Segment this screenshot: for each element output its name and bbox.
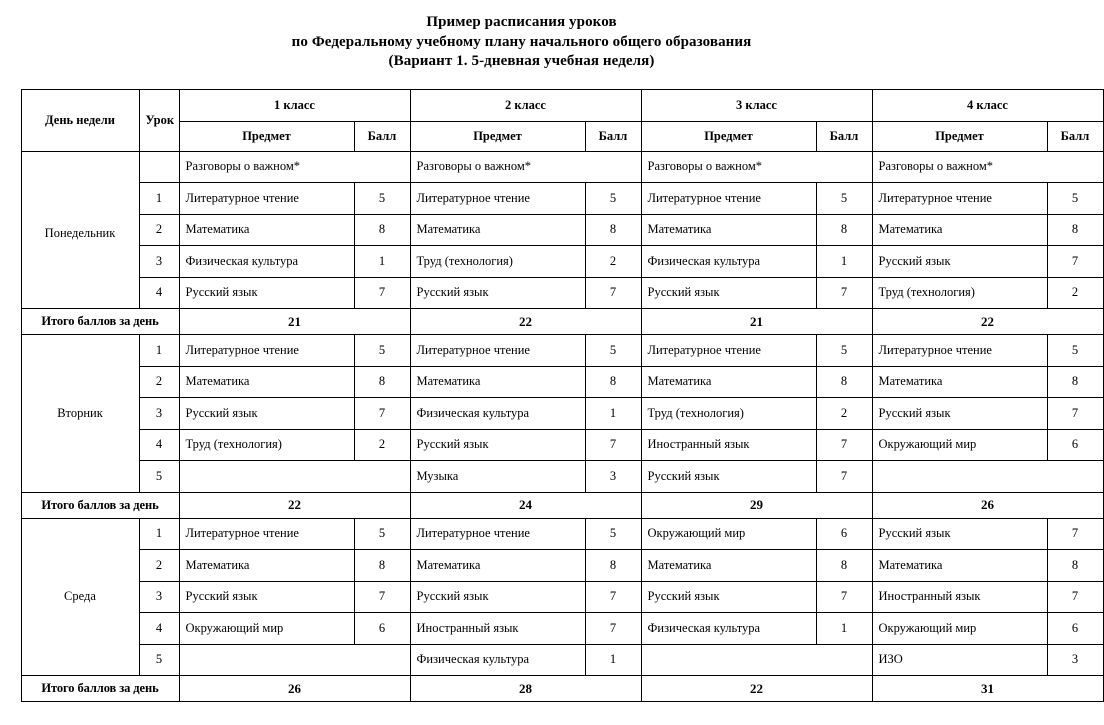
daily-total-value: 21 <box>179 309 410 335</box>
score-cell: 8 <box>585 550 641 582</box>
daily-total-value: 21 <box>641 309 872 335</box>
score-cell: 7 <box>1047 246 1103 278</box>
talks-about-important-cell: Разговоры о важном* <box>872 151 1103 183</box>
table-row <box>21 581 1103 613</box>
subject-cell: Физическая культура <box>179 246 354 278</box>
subject-cell: Литературное чтение <box>410 183 585 215</box>
subject-cell: Русский язык <box>872 398 1047 430</box>
talks-about-important-cell: Разговоры о важном* <box>179 151 410 183</box>
header-row-subject-score <box>21 121 1103 151</box>
subject-cell: Литературное чтение <box>410 518 585 550</box>
score-cell: 6 <box>816 518 872 550</box>
score-cell: 5 <box>354 183 410 215</box>
score-cell: 6 <box>354 613 410 645</box>
daily-total-value: 24 <box>410 492 641 518</box>
score-cell: 1 <box>354 246 410 278</box>
talks-about-important-cell: Разговоры о важном* <box>641 151 872 183</box>
daily-totals-row <box>21 492 1103 518</box>
subject-cell: Математика <box>179 550 354 582</box>
subject-cell: Окружающий мир <box>179 613 354 645</box>
table-header <box>21 89 1103 151</box>
score-cell: 2 <box>816 398 872 430</box>
lesson-number-cell: 4 <box>139 613 179 645</box>
empty-lesson-cell <box>641 644 872 676</box>
score-cell: 5 <box>354 335 410 367</box>
table-row <box>21 398 1103 430</box>
score-cell: 8 <box>585 214 641 246</box>
subject-cell: Труд (технология) <box>179 429 354 461</box>
table-row <box>21 461 1103 493</box>
subject-cell: Математика <box>179 366 354 398</box>
score-cell: 5 <box>1047 183 1103 215</box>
lesson-number-cell: 1 <box>139 335 179 367</box>
subject-cell: Иностранный язык <box>872 581 1047 613</box>
subject-cell: Литературное чтение <box>179 183 354 215</box>
score-cell: 7 <box>1047 398 1103 430</box>
subject-cell: ИЗО <box>872 644 1047 676</box>
lesson-number-cell <box>139 151 179 183</box>
table-row <box>21 246 1103 278</box>
score-cell: 8 <box>1047 550 1103 582</box>
subject-cell: Математика <box>179 214 354 246</box>
table-row <box>21 183 1103 215</box>
score-cell: 8 <box>816 366 872 398</box>
daily-total-value: 22 <box>872 309 1103 335</box>
column-header-lesson: Урок <box>139 89 179 151</box>
score-cell: 7 <box>585 429 641 461</box>
subject-cell: Окружающий мир <box>872 613 1047 645</box>
score-cell: 1 <box>816 613 872 645</box>
column-header-score-1: Балл <box>354 121 410 151</box>
column-header-score-4: Балл <box>1047 121 1103 151</box>
subject-cell: Русский язык <box>410 429 585 461</box>
subject-cell: Труд (технология) <box>641 398 816 430</box>
daily-total-value: 31 <box>872 676 1103 702</box>
subject-cell: Математика <box>410 366 585 398</box>
subject-cell: Труд (технология) <box>872 277 1047 309</box>
day-name-cell: Вторник <box>21 335 139 493</box>
lesson-number-cell: 4 <box>139 429 179 461</box>
column-header-class-1: 1 класс <box>179 89 410 121</box>
lesson-number-cell: 2 <box>139 550 179 582</box>
column-header-day: День недели <box>21 89 139 151</box>
subject-cell: Физическая культура <box>410 644 585 676</box>
score-cell: 1 <box>585 644 641 676</box>
lesson-number-cell: 3 <box>139 398 179 430</box>
score-cell: 7 <box>1047 581 1103 613</box>
empty-lesson-cell <box>872 461 1103 493</box>
lesson-number-cell: 5 <box>139 644 179 676</box>
score-cell: 5 <box>585 183 641 215</box>
lesson-number-cell: 3 <box>139 246 179 278</box>
daily-totals-label: Итого баллов за день <box>21 492 179 518</box>
lesson-number-cell: 5 <box>139 461 179 493</box>
daily-total-value: 28 <box>410 676 641 702</box>
daily-totals-label: Итого баллов за день <box>21 309 179 335</box>
score-cell: 8 <box>1047 366 1103 398</box>
table-row <box>21 277 1103 309</box>
column-header-score-2: Балл <box>585 121 641 151</box>
table-row <box>21 613 1103 645</box>
score-cell: 7 <box>1047 518 1103 550</box>
daily-total-value: 22 <box>179 492 410 518</box>
score-cell: 5 <box>816 183 872 215</box>
empty-lesson-cell <box>179 461 410 493</box>
score-cell: 8 <box>354 214 410 246</box>
score-cell: 7 <box>816 581 872 613</box>
subject-cell: Физическая культура <box>410 398 585 430</box>
score-cell: 7 <box>354 581 410 613</box>
subject-cell: Русский язык <box>872 246 1047 278</box>
day-name-cell: Понедельник <box>21 151 139 309</box>
daily-totals-row <box>21 309 1103 335</box>
subject-cell: Математика <box>872 550 1047 582</box>
subject-cell: Математика <box>641 366 816 398</box>
subject-cell: Иностранный язык <box>641 429 816 461</box>
column-header-subject-4: Предмет <box>872 121 1047 151</box>
subject-cell: Русский язык <box>641 461 816 493</box>
header-row-classes <box>21 89 1103 121</box>
lesson-number-cell: 1 <box>139 518 179 550</box>
score-cell: 7 <box>585 581 641 613</box>
subject-cell: Литературное чтение <box>179 518 354 550</box>
table-row <box>21 151 1103 183</box>
table-body <box>21 151 1103 702</box>
subject-cell: Труд (технология) <box>410 246 585 278</box>
lesson-number-cell: 2 <box>139 366 179 398</box>
score-cell: 8 <box>1047 214 1103 246</box>
subject-cell: Математика <box>872 214 1047 246</box>
score-cell: 3 <box>1047 644 1103 676</box>
score-cell: 7 <box>816 429 872 461</box>
subject-cell: Математика <box>410 550 585 582</box>
daily-total-value: 29 <box>641 492 872 518</box>
subject-cell: Окружающий мир <box>641 518 816 550</box>
subject-cell: Русский язык <box>641 581 816 613</box>
table-row <box>21 335 1103 367</box>
title-line-3: (Вариант 1. 5-дневная учебная неделя) <box>388 53 655 69</box>
subject-cell: Математика <box>410 214 585 246</box>
column-header-class-3: 3 класс <box>641 89 872 121</box>
subject-cell: Окружающий мир <box>872 429 1047 461</box>
subject-cell: Русский язык <box>179 581 354 613</box>
column-header-score-3: Балл <box>816 121 872 151</box>
title-line-2: по Федеральному учебному плану начального общего образования <box>291 33 752 50</box>
lesson-number-cell: 4 <box>139 277 179 309</box>
subject-cell: Литературное чтение <box>410 335 585 367</box>
score-cell: 1 <box>585 398 641 430</box>
subject-cell: Литературное чтение <box>872 183 1047 215</box>
score-cell: 1 <box>816 246 872 278</box>
table-row <box>21 429 1103 461</box>
score-cell: 8 <box>354 366 410 398</box>
subject-cell: Математика <box>872 366 1047 398</box>
subject-cell: Музыка <box>410 461 585 493</box>
score-cell: 3 <box>585 461 641 493</box>
subject-cell: Математика <box>641 550 816 582</box>
score-cell: 8 <box>585 366 641 398</box>
daily-total-value: 22 <box>641 676 872 702</box>
column-header-subject-3: Предмет <box>641 121 816 151</box>
subject-cell: Русский язык <box>872 518 1047 550</box>
column-header-subject-1: Предмет <box>179 121 354 151</box>
score-cell: 5 <box>1047 335 1103 367</box>
score-cell: 7 <box>354 398 410 430</box>
score-cell: 6 <box>1047 613 1103 645</box>
subject-cell: Русский язык <box>410 277 585 309</box>
table-row <box>21 550 1103 582</box>
subject-cell: Русский язык <box>410 581 585 613</box>
score-cell: 7 <box>585 613 641 645</box>
lesson-number-cell: 3 <box>139 581 179 613</box>
score-cell: 8 <box>816 214 872 246</box>
column-header-subject-2: Предмет <box>410 121 585 151</box>
subject-cell: Русский язык <box>641 277 816 309</box>
subject-cell: Иностранный язык <box>410 613 585 645</box>
score-cell: 8 <box>816 550 872 582</box>
daily-total-value: 22 <box>410 309 641 335</box>
talks-about-important-cell: Разговоры о важном* <box>410 151 641 183</box>
document-title <box>0 0 1043 72</box>
subject-cell: Литературное чтение <box>872 335 1047 367</box>
day-name-cell: Среда <box>21 518 139 676</box>
daily-totals-row <box>21 676 1103 702</box>
column-header-class-2: 2 класс <box>410 89 641 121</box>
score-cell: 7 <box>816 277 872 309</box>
subject-cell: Литературное чтение <box>179 335 354 367</box>
score-cell: 7 <box>585 277 641 309</box>
subject-cell: Русский язык <box>179 398 354 430</box>
daily-total-value: 26 <box>179 676 410 702</box>
subject-cell: Литературное чтение <box>641 335 816 367</box>
subject-cell: Физическая культура <box>641 613 816 645</box>
score-cell: 8 <box>354 550 410 582</box>
schedule-table-wrapper <box>21 89 1090 703</box>
daily-total-value: 26 <box>872 492 1103 518</box>
score-cell: 2 <box>354 429 410 461</box>
lesson-number-cell: 1 <box>139 183 179 215</box>
lesson-number-cell: 2 <box>139 214 179 246</box>
title-line-1: Пример расписания уроков <box>426 14 617 30</box>
score-cell: 5 <box>354 518 410 550</box>
empty-lesson-cell <box>179 644 410 676</box>
score-cell: 5 <box>816 335 872 367</box>
column-header-class-4: 4 класс <box>872 89 1103 121</box>
score-cell: 2 <box>1047 277 1103 309</box>
score-cell: 5 <box>585 518 641 550</box>
daily-totals-label: Итого баллов за день <box>21 676 179 702</box>
table-row <box>21 366 1103 398</box>
subject-cell: Физическая культура <box>641 246 816 278</box>
score-cell: 5 <box>585 335 641 367</box>
table-row <box>21 518 1103 550</box>
score-cell: 7 <box>816 461 872 493</box>
table-row <box>21 214 1103 246</box>
score-cell: 2 <box>585 246 641 278</box>
schedule-table <box>21 89 1104 703</box>
subject-cell: Русский язык <box>179 277 354 309</box>
subject-cell: Литературное чтение <box>641 183 816 215</box>
score-cell: 6 <box>1047 429 1103 461</box>
subject-cell: Математика <box>641 214 816 246</box>
table-row <box>21 644 1103 676</box>
score-cell: 7 <box>354 277 410 309</box>
